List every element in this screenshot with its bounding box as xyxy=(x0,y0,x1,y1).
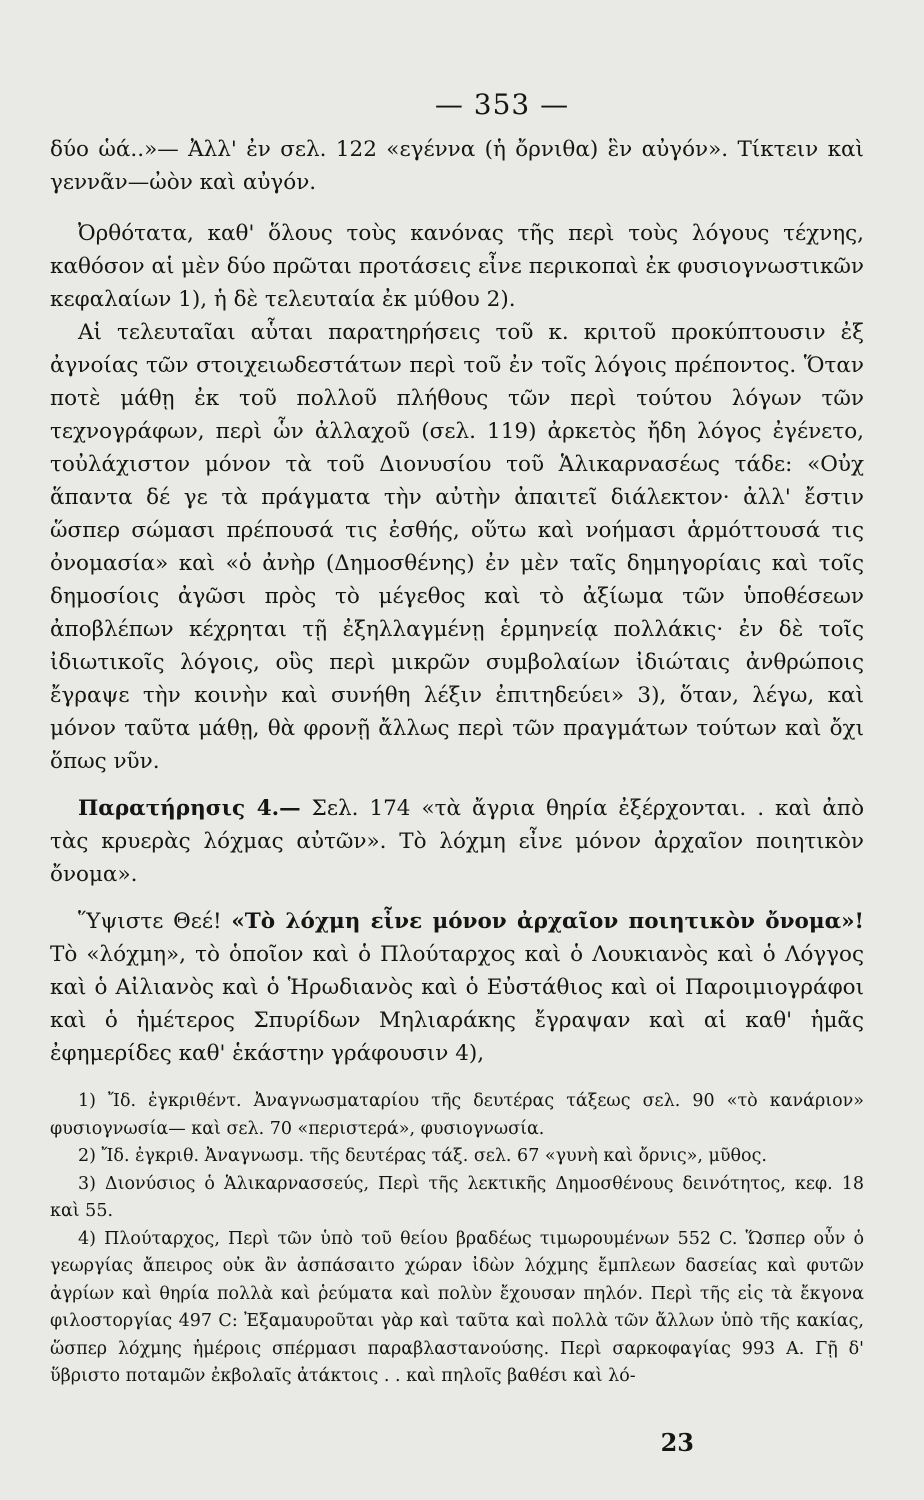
page-number: — 353 — xyxy=(434,88,570,121)
signature-mark: 23 xyxy=(660,1428,694,1457)
observation-paragraph xyxy=(50,792,864,891)
footnotes xyxy=(50,1088,864,1391)
observation-text: Σελ. 174 «τὰ ἄγρια θηρία ἐξέρχονται. . καὶ ἀπὸ τὰς κρυερὰς λόχμας αὐτῶν». Τὸ λόχμη εἶνε μόνον ἀρχαῖον ποιητικὸν ὄνομα». xyxy=(50,796,865,887)
closing-rest: Τὸ «λόχμη», τὸ ὁποῖον καὶ ὁ Πλούταρχος καὶ ὁ Λουκιανὸς καὶ ὁ Λόγγος καὶ ὁ Αἰλιανὸς καὶ ὁ Ἡρωδιανὸς καὶ ὁ Εὐστάθιος καὶ οἱ Παροιμιογράφοι καὶ ὁ ἡμέτερος Σπυρίδων Μηλιαράκης ἔγραψαν καὶ αἱ καθ' ἡμᾶς ἐφημερίδες καθ' ἑκάστην γράφουσιν 4), xyxy=(50,942,864,1066)
closing-lead: Ὕψιστε Θεέ! xyxy=(78,909,222,934)
footnote-1: 1) Ἴδ. ἐγκριθέντ. Ἀναγνωσματαρίου τῆς δευτέρας τάξεως σελ. 90 «τὸ κανάριον» φυσιογνωσία— καὶ σελ. 70 «περιστερά», φυσιογνωσία. xyxy=(50,1091,864,1139)
main-text xyxy=(50,133,864,1070)
closing-bold-quote: «Τὸ λόχμη εἶνε μόνον ἀρχαῖον ποιητικὸν ὄνομα»! xyxy=(231,909,864,934)
paragraph-2: Ὀρθότατα, καθ' ὅλους τοὺς κανόνας τῆς περὶ τοὺς λόγους τέχνης, καθόσον αἱ μὲν δύο πρῶται προτάσεις εἶνε περικοπαὶ ἐκ φυσιογνωστικῶν κεφαλαίων 1), ἡ δὲ τελευταία ἐκ μύθου 2). xyxy=(50,221,864,312)
observation-title: Παρατήρησις 4.— xyxy=(78,796,301,821)
closing-paragraph xyxy=(50,905,864,1070)
footnote-2: 2) Ἴδ. ἐγκριθ. Ἀναγνωσμ. τῆς δευτέρας τάξ. σελ. 67 «γυνὴ καὶ ὄρνις», μῦθος. xyxy=(78,1146,767,1166)
footnote-3: 3) Διονύσιος ὁ Ἁλικαρνασσεύς, Περὶ τῆς λεκτικῆς Δημοσθένους δεινότητος, κεφ. 18 καὶ 55. xyxy=(50,1173,864,1221)
paragraph-3: Αἱ τελευταῖαι αὗται παρατηρήσεις τοῦ κ. κριτοῦ προκύπτουσιν ἐξ ἀγνοίας τῶν στοιχειωδεστάτων περὶ τοῦ ἐν τοῖς λόγοις πρέποντος. Ὅταν ποτὲ μάθῃ ἐκ τοῦ πολλοῦ πλήθους τῶν περὶ τούτου λόγων τῶν τεχνογράφων, περὶ ὧν ἀλλαχοῦ (σελ. 119) ἀρκετὸς ἤδη λόγος ἐγένετο, τοὐλάχιστον μόνον τὰ τοῦ Διονυσίου τοῦ Ἁλικαρνασέως τάδε: «Οὐχ ἅπαντα δέ γε τὰ πράγματα τὴν αὐτὴν ἀπαιτεῖ διάλεκτον· ἀλλ' ἔστιν ὥσπερ σώμασι πρέπουσά τις ἐσθής, οὕτω καὶ νοήμασι ἁρμόττουσά τις ὀνομασία» καὶ «ὁ ἀνὴρ (Δημοσθένης) ἐν μὲν ταῖς δημηγορίαις καὶ τοῖς δημοσίοις ἀγῶσι πρὸς τὸ μέγεθος καὶ τὸ ἀξίωμα τῶν ὑποθέσεων ἀποβλέπων κέχρηται τῇ ἐξηλλαγμένῃ ἑρμηνείᾳ πολλάκις· ἐν δὲ τοῖς ἰδιωτικοῖς λόγοις, οὓς περὶ μικρῶν συμβολαίων ἰδιώταις ἀνθρώποις ἔγραψε τὴν κοινὴν καὶ συνήθη λέξιν ἐπιτηδεύει» 3), ὅταν, λέγω, καὶ μόνον ταῦτα μάθῃ, θὰ φρονῇ ἄλλως περὶ τῶν πραγμάτων τούτων καὶ ὄχι ὅπως νῦν. xyxy=(50,320,864,774)
paragraph-1: δύο ὡά..»— Ἀλλ' ἐν σελ. 122 «εγέννα (ἡ ὄρνιθα) ἓν αὐγόν». Τίκτειν καὶ γεννᾶν—ὠὸν καὶ αὐγόν. xyxy=(50,137,864,195)
footnote-4: 4) Πλούταρχος, Περὶ τῶν ὑπὸ τοῦ θείου βραδέως τιμωρουμένων 552 C. Ὥσπερ οὖν ὁ γεωργίας ἄπειρος οὐκ ἂν ἀσπάσαιτο χώραν ἰδὼν λόχμης ἔμπλεων δασείας καὶ φυτῶν ἀγρίων καὶ θηρία πολλὰ καὶ ῥεύματα καὶ πολὺν ἔχουσαν πηλόν. Περὶ τῆς εἰς τὰ ἔκγονα φιλοστοργίας 497 C: Ἐξαμαυροῦται γὰρ καὶ ταῦτα καὶ πολλὰ τῶν ἄλλων ὑπὸ τῆς κακίας, ὥσπερ λόχμης ἡμέροις σπέρμασι παραβλαστανούσης. Περὶ σαρκοφαγίας 993 A. Γῇ δ' ὕβριστο ποταμῶν ἐκβολαῖς ἀτάκτοις . . καὶ πηλοῖς βαθέσι καὶ λό- xyxy=(50,1228,864,1386)
